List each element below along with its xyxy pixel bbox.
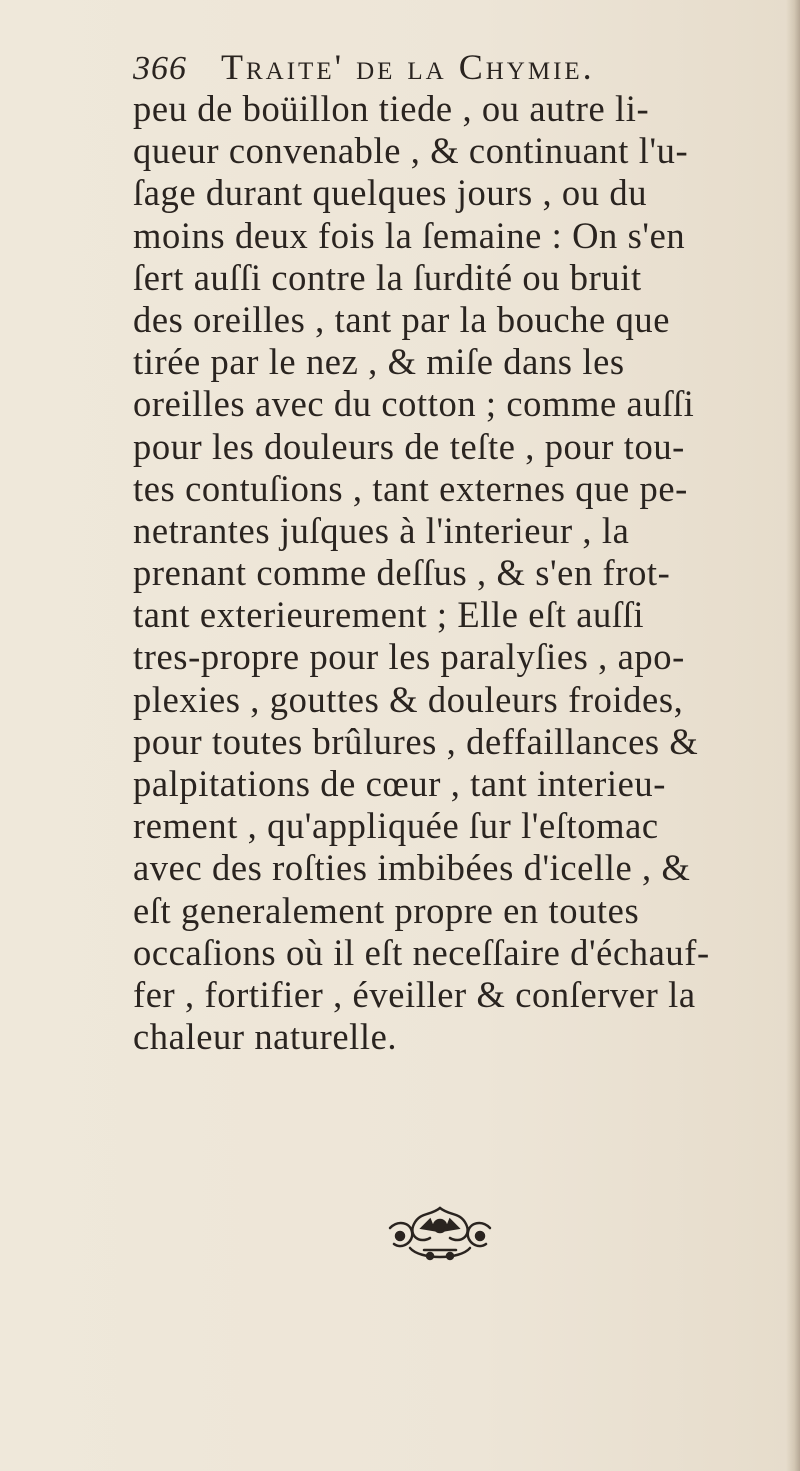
text-line: peu de boüillon tiede , ou autre li- [133,88,650,129]
text-line: chaleur naturelle. [133,1016,398,1058]
page-edge-shadow [786,0,800,1471]
text-line: ſert auſſi contre la ſurdité ou bruit [133,256,642,298]
text-line: plexies , gouttes & douleurs froides, [133,678,684,720]
page-header [133,46,773,92]
text-line: tirée par le nez , & miſe dans les [133,341,625,383]
text-line: moins deux fois la ſemaine : On s'en [133,214,686,256]
text-line: eſt generalement propre en toutes [133,889,640,931]
text-line: rement , qu'appliquée ſur l'eſtomac [133,805,659,847]
text-line: netrantes juſques à l'interieur , la [133,509,630,551]
text-line: palpitations de cœur , tant interieu- [133,763,667,804]
text-line: oreilles avec du cotton ; comme auſſi [133,383,695,425]
text-line: tant exterieurement ; Elle eſt auſſi [133,594,645,636]
text-line: des oreilles , tant par la bouche que [133,298,671,340]
running-title: Traite' de la Chymie. [221,47,595,87]
text-line: tres-propre pour les paralyſies , apo- [133,636,685,678]
body-text [133,88,783,1058]
text-line: pour toutes brûlures , deffaillances & [133,720,699,762]
text-line: fer , fortifier , éveiller & conſerver la [133,973,696,1015]
text-line: tes contuſions , tant externes que pe- [133,467,688,509]
text-line: occaſions où il eſt neceſſaire d'échauf- [133,931,710,973]
text-line: queur convenable , & continuant l'u- [133,130,689,172]
text-line: ſage durant quelques jours , ou du [133,172,648,214]
text-line: avec des roſties imbibées d'icelle , & [133,847,691,889]
floral-tailpiece-icon [360,1198,520,1266]
text-line: pour les douleurs de teſte , pour tou- [133,425,685,467]
page-number: 366 [133,50,187,87]
text-line: prenant comme deſſus , & s'en frot- [133,552,671,594]
